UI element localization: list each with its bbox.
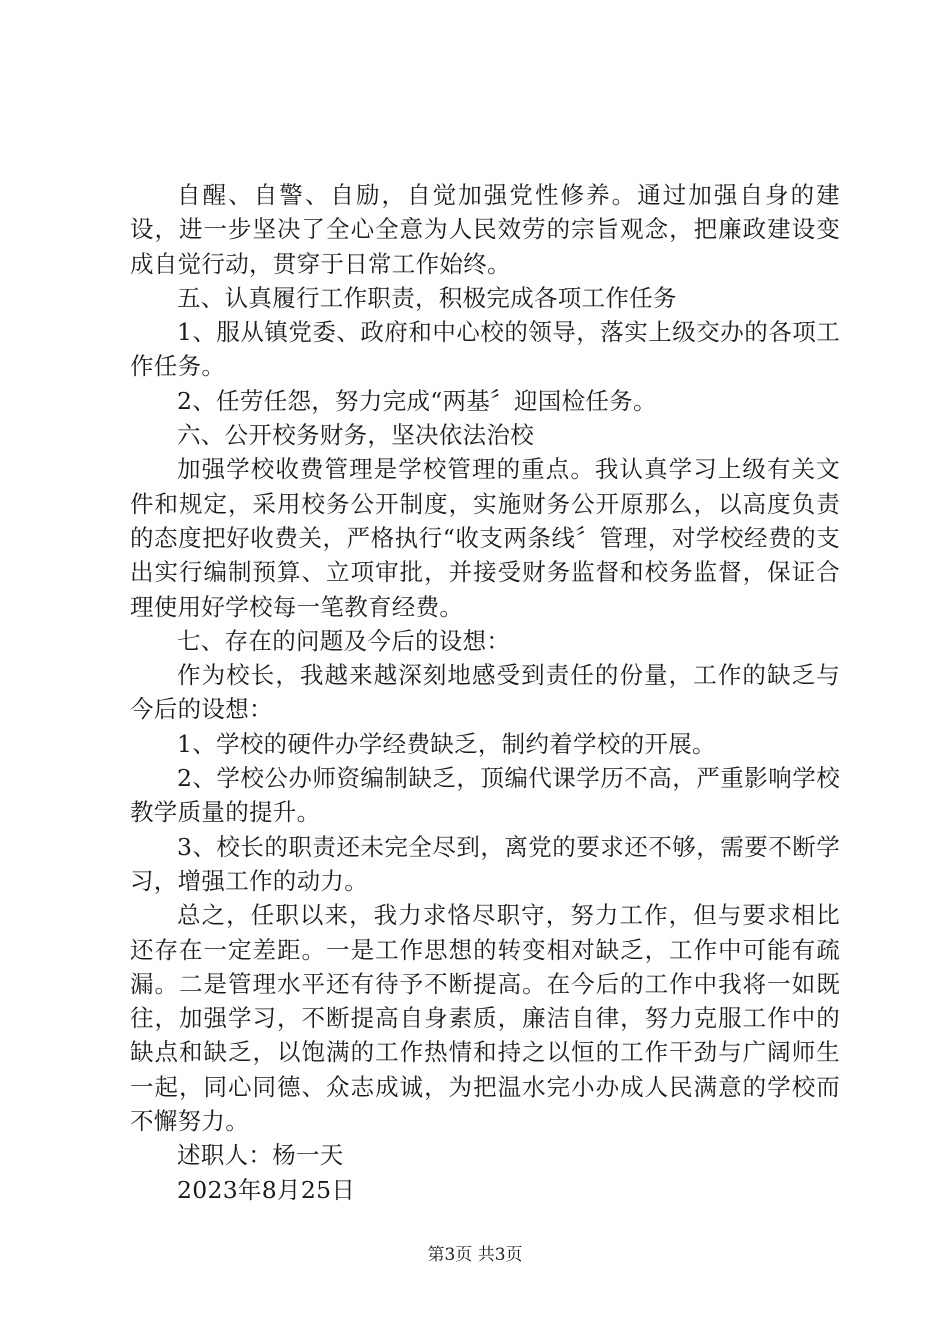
- paragraph-item-two-basics: 2、任劳任怨，努力完成“两基〞迎国检任务。: [177, 386, 657, 415]
- paragraph-problem-staffing: 2、学校公办师资编制缺乏，顶编代课学历不高，严重影响学校教学质量的提升。: [130, 764, 840, 827]
- paragraph-fee-management: 加强学校收费管理是学校管理的重点。我认真学习上级有关文件和规定，采用校务公开制度，实施财务公开原那么，以高度负责的态度把好收费关，严格执行“收支两条线〞管理，对学校经费的支出实行编制预算、立项审批，并接受财务监督和校务监督，保证合理使用好学校每一笔教育经费。: [130, 455, 840, 621]
- paragraph-problem-funding: 1、学校的硬件办学经费缺乏，制约着学校的开展。: [177, 729, 716, 758]
- paragraph-party-discipline: 自醒、自警、自励，自觉加强党性修养。通过加强自身的建设，进一步坚决了全心全意为人民效劳的宗旨观念，把廉政建设变成自觉行动，贯穿于日常工作始终。: [130, 181, 840, 278]
- document-body: [130, 178, 840, 1207]
- signature-line: 述职人：杨一天: [177, 1141, 344, 1170]
- page-footer: 第3页 共3页: [427, 1245, 523, 1265]
- heading-section-seven: 七、存在的问题及今后的设想：: [177, 626, 511, 655]
- date-line: 2023年8月25日: [177, 1175, 356, 1204]
- heading-section-six: 六、公开校务财务，坚决依法治校: [177, 421, 534, 450]
- paragraph-responsibility: 作为校长，我越来越深刻地感受到责任的份量，工作的缺乏与今后的设想：: [130, 661, 840, 724]
- heading-section-five: 五、认真履行工作职责，积极完成各项工作任务: [177, 283, 677, 312]
- paragraph-problem-duties: 3、校长的职责还未完全尽到，离党的要求还不够，需要不断学习，增强工作的动力。: [130, 832, 840, 895]
- paragraph-item-obey: 1、服从镇党委、政府和中心校的领导，落实上级交办的各项工作任务。: [130, 318, 840, 381]
- paragraph-summary: 总之，任职以来，我力求恪尽职守，努力工作，但与要求相比还存在一定差距。一是工作思想的转变相对缺乏，工作中可能有疏漏。二是管理水平还有待予不断提高。在今后的工作中我将一如既往，加强学习，不断提高自身素质，廉洁自律，努力克服工作中的缺点和缺乏，以饱满的工作热情和持之以恒的工作干劲与广阔师生一起，同心同德、众志成诚，为把温水完小办成人民满意的学校而不懈努力。: [130, 901, 840, 1136]
